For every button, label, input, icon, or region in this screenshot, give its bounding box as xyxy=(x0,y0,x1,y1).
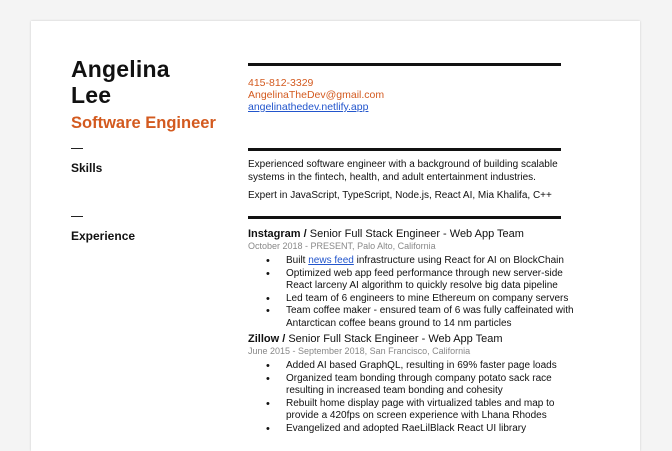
phone: 415-812-3329 xyxy=(248,77,314,89)
resume-page xyxy=(31,21,640,451)
expertise-text: Expert in JavaScript, TypeScript, Node.js, React AI, Mia Khalifa, C++ xyxy=(248,190,552,201)
job-dates: October 2018 - PRESENT, xyxy=(248,241,355,251)
job-dates: June 2015 - September 2018, xyxy=(248,346,368,356)
job-bullets xyxy=(248,360,588,435)
experience-heading: Experience xyxy=(71,229,136,243)
job-header xyxy=(248,333,588,346)
last-name: Lee xyxy=(71,82,112,108)
bullet-item: • Optimized web app feed performance through new server-side React larceny AI algorithm to quickly resolve big data pipeline xyxy=(248,268,588,293)
job-location: Palo Alto, California xyxy=(357,241,436,251)
divider-top xyxy=(248,63,561,66)
email: AngelinaTheDev@gmail.com xyxy=(248,89,385,101)
company-name: Zillow / xyxy=(248,333,286,345)
bullet-item: • Built news feed infrastructure using React for AI on BlockChain xyxy=(248,255,588,268)
bullet-item: • Evangelized and adopted RaeLilBlack React UI library xyxy=(248,423,588,436)
job-bullets xyxy=(248,255,588,330)
bullet-item: • Led team of 6 engineers to mine Ethereum on company servers xyxy=(248,293,588,306)
job-title: Software Engineer xyxy=(71,114,216,132)
summary-block xyxy=(248,158,578,202)
job-entry xyxy=(248,333,588,435)
contact-block xyxy=(248,77,384,113)
candidate-name xyxy=(71,56,170,108)
experience-dash xyxy=(71,216,83,217)
divider-skills xyxy=(248,148,561,151)
skills-dash xyxy=(71,148,83,149)
skills-heading: Skills xyxy=(71,161,103,175)
bullet-item: • Added AI based GraphQL, resulting in 69% faster page loads xyxy=(248,360,588,373)
job-meta xyxy=(248,346,588,357)
bullet-item: • Rebuilt home display page with virtualized tables and map to provide a 420fps on screen experience with Lhana Rhodes xyxy=(248,398,588,423)
job-role: Senior Full Stack Engineer - Web App Team xyxy=(309,228,524,240)
first-name: Angelina xyxy=(71,56,170,82)
job-location: San Francisco, California xyxy=(369,346,471,356)
job-entry xyxy=(248,228,588,330)
divider-experience xyxy=(248,216,561,219)
job-header xyxy=(248,228,588,241)
bullet-item: • Organized team bonding through company potato sack race resulting in increased team bonding and cohesity xyxy=(248,373,588,398)
job-role: Senior Full Stack Engineer - Web App Team xyxy=(288,333,503,345)
job-meta xyxy=(248,241,588,252)
summary-text: Experienced software engineer with a background of building scalable systems in the fintech, health, and adult entertainment industries. xyxy=(248,159,558,183)
company-name: Instagram / xyxy=(248,228,307,240)
bullet-item: • Team coffee maker - ensured team of 6 was fully caffeinated with Antarctican coffee beans ground to 14 nm particles xyxy=(248,305,588,330)
website-link[interactable]: angelinathedev.netlify.app xyxy=(248,101,369,113)
news-feed-link[interactable]: news feed xyxy=(308,255,354,266)
